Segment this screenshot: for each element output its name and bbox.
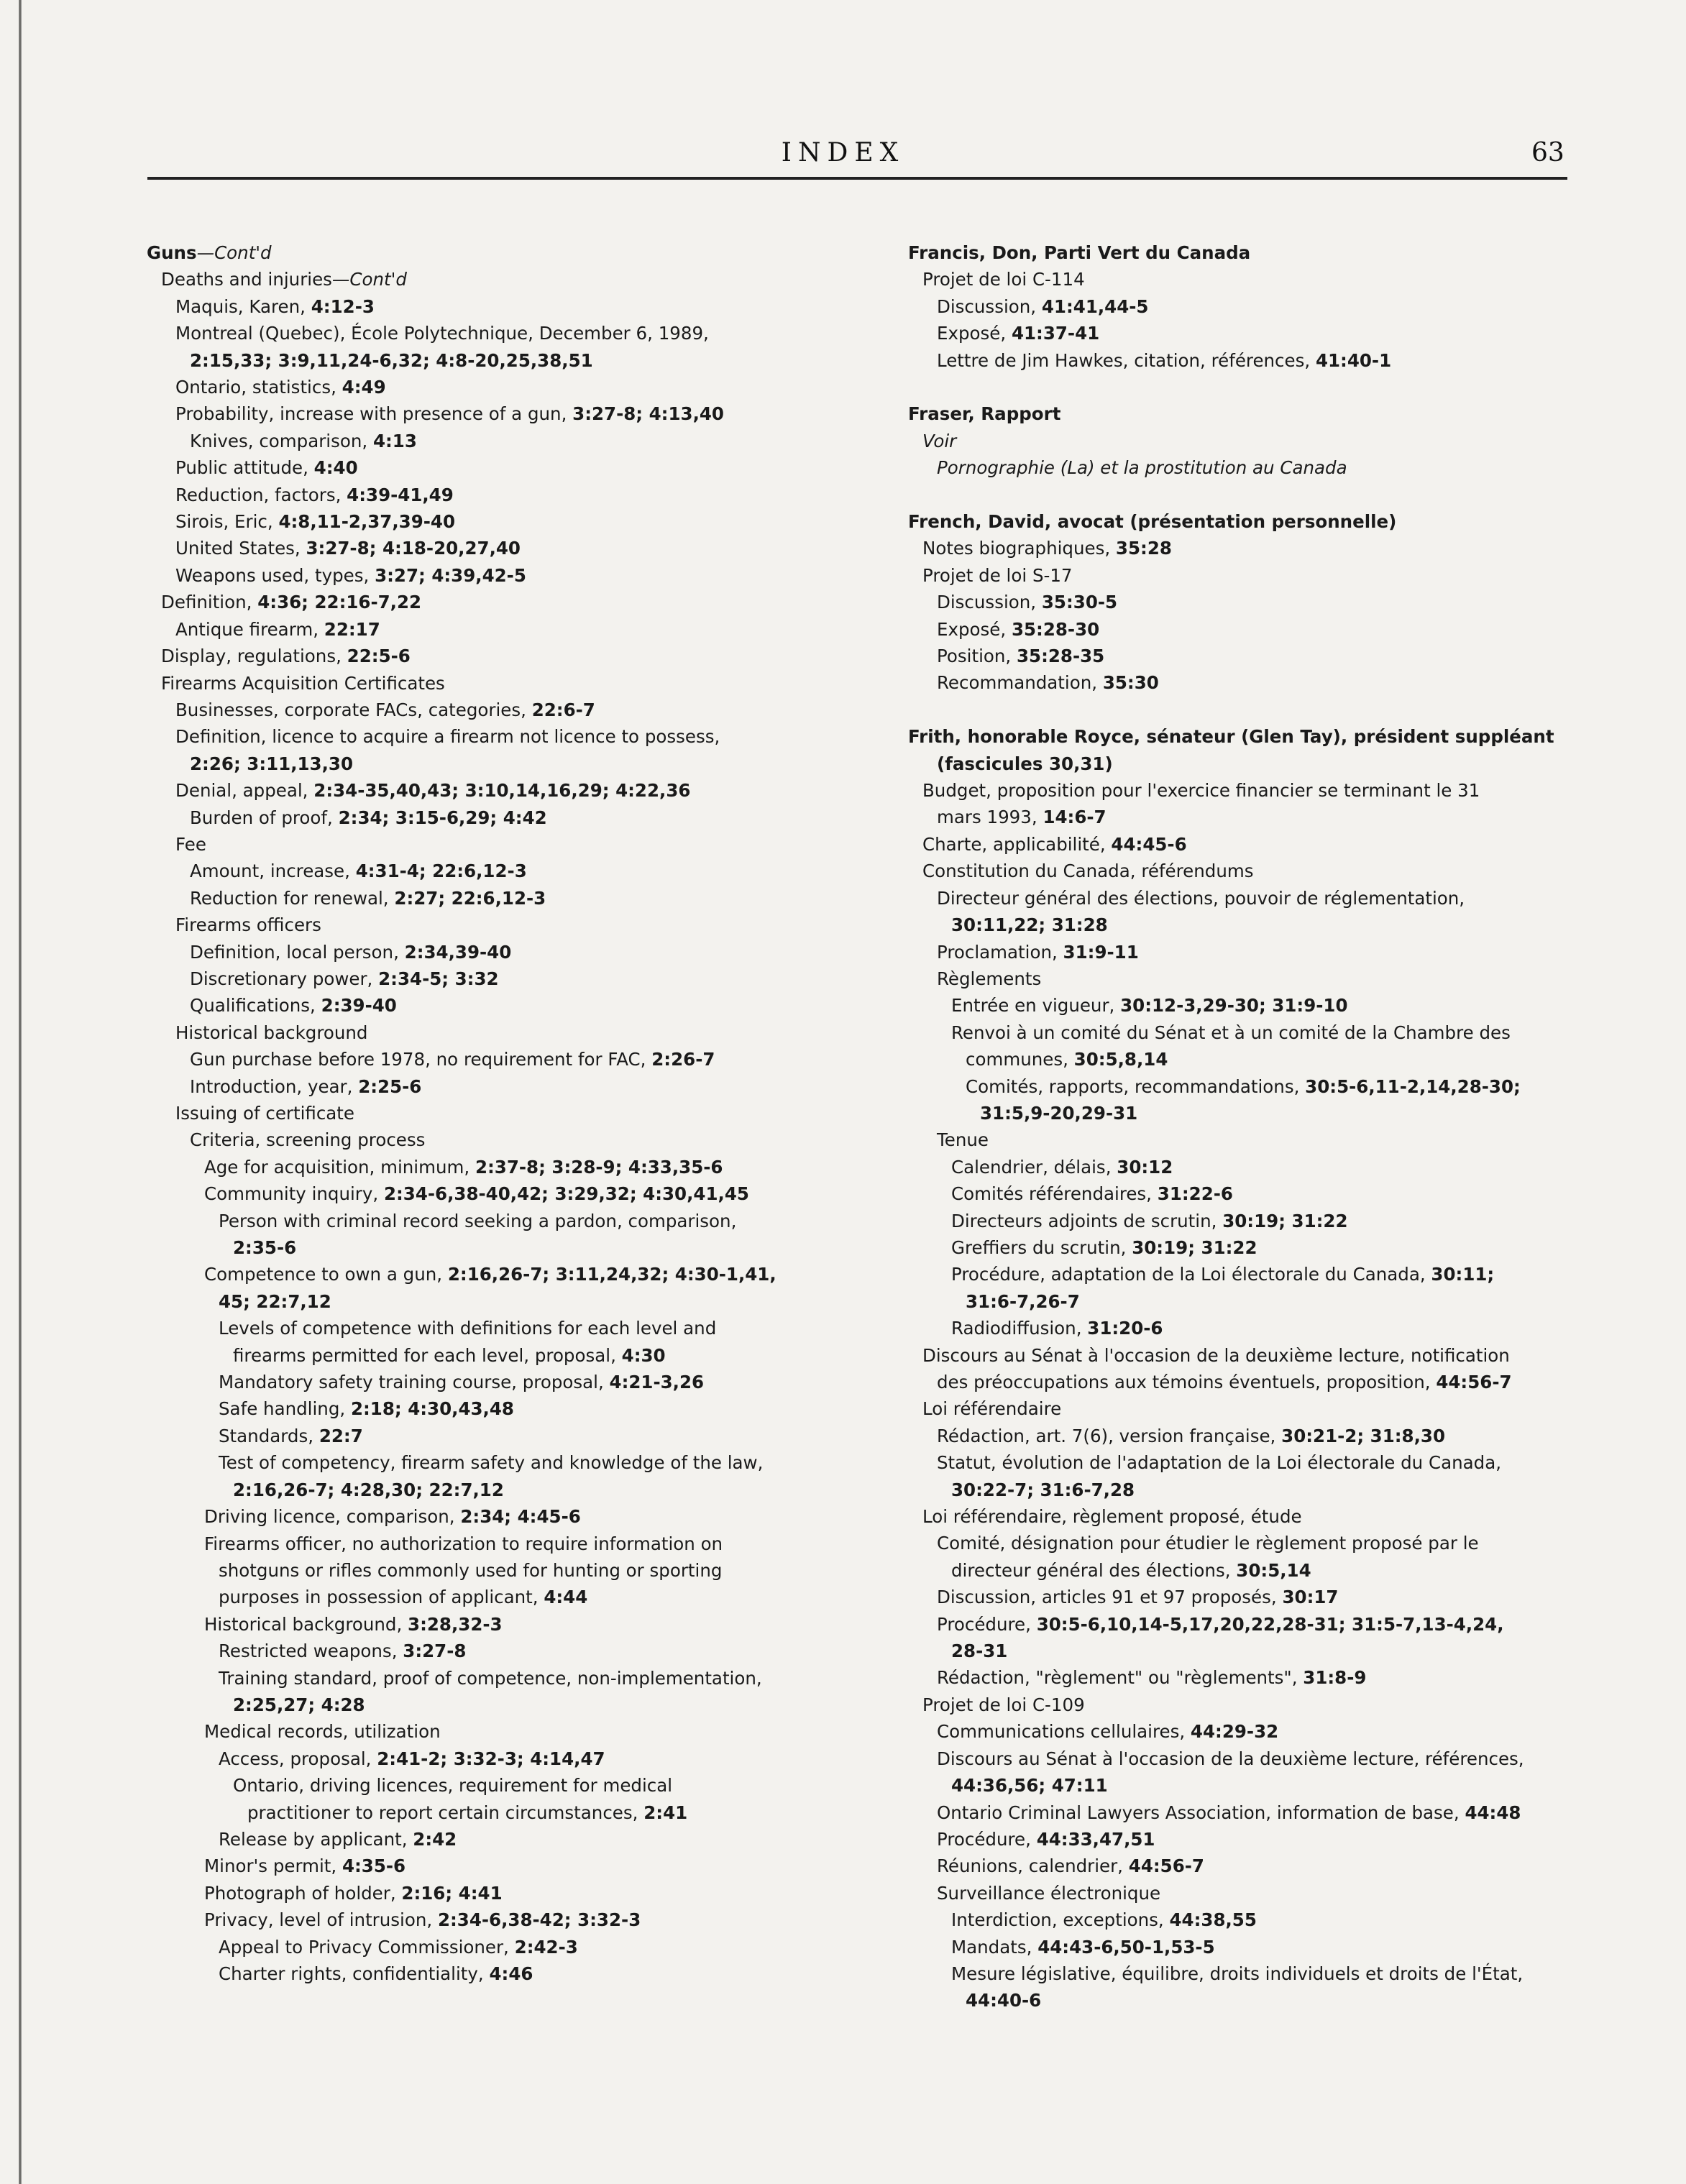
index-entry: Appeal to Privacy Commissioner, 2:42-3	[219, 1936, 578, 1958]
index-entry: Discussion, 41:41,44-5	[937, 295, 1149, 317]
index-entry: Discussion, articles 91 et 97 proposés, 30:17	[937, 1587, 1339, 1608]
index-entry: Gun purchase before 1978, no requirement for FAC, 2:26-7	[190, 1049, 715, 1070]
index-entry: Rédaction, "règlement" ou "règlements", 31:8-9	[937, 1667, 1367, 1689]
index-entry: Discours au Sénat à l'occasion de la deuxième lecture, références,	[937, 1748, 1524, 1769]
index-entry: Radiodiffusion, 31:20-6	[951, 1318, 1163, 1339]
index-entry: Introduction, year, 2:25-6	[190, 1075, 422, 1097]
index-entry-continuation: 44:36,56; 47:11	[951, 1775, 1108, 1797]
index-entry: Charter rights, confidentiality, 4:46	[219, 1963, 533, 1984]
index-column-left	[147, 239, 866, 1987]
index-entry: Reduction, factors, 4:39-41,49	[175, 484, 454, 505]
index-see-target: Pornographie (La) et la prostitution au Canada	[937, 457, 1347, 479]
index-entry: Procédure, adaptation de la Loi électorale du Canada, 30:11;	[951, 1264, 1495, 1285]
index-entry-continuation: 31:5,9-20,29-31	[980, 1102, 1138, 1124]
index-entry: Discussion, 35:30-5	[937, 592, 1118, 613]
index-entry: Statut, évolution de l'adaptation de la Loi électorale du Canada,	[937, 1452, 1502, 1474]
index-entry: Training standard, proof of competence, non-implementation,	[219, 1667, 762, 1689]
index-entry: Definition, 4:36; 22:16-7,22	[161, 592, 422, 613]
index-entry: Restricted weapons, 3:27-8	[219, 1641, 467, 1662]
index-entry: Deaths and injuries—Cont'd	[161, 269, 407, 290]
index-entry: Proclamation, 31:9-11	[937, 941, 1139, 963]
index-entry-continuation: 28-31	[951, 1641, 1008, 1662]
index-heading-continuation: (fascicules 30,31)	[937, 753, 1113, 774]
index-entry: Communications cellulaires, 44:29-32	[937, 1721, 1279, 1743]
index-entry: Sirois, Eric, 4:8,11-2,37,39-40	[175, 511, 456, 533]
index-entry: Mandats, 44:43-6,50-1,53-5	[951, 1936, 1215, 1958]
index-entry: Calendrier, délais, 30:12	[951, 1156, 1173, 1178]
index-entry-continuation: practitioner to report certain circumstances, 2:41	[247, 1802, 688, 1823]
index-entry: Weapons used, types, 3:27; 4:39,42-5	[175, 564, 526, 586]
index-entry: Comités, rapports, recommandations, 30:5-6,11-2,14,28-30;	[966, 1075, 1521, 1097]
index-entry: Notes biographiques, 35:28	[922, 538, 1172, 559]
index-entry: Règlements	[937, 968, 1042, 989]
index-entry-continuation: des préoccupations aux témoins éventuels, proposition, 44:56-7	[937, 1372, 1512, 1393]
index-entry: Lettre de Jim Hawkes, citation, références, 41:40-1	[937, 349, 1392, 371]
index-entry: Recommandation, 35:30	[937, 672, 1159, 694]
index-entry: Driving licence, comparison, 2:34; 4:45-6	[204, 1506, 581, 1528]
index-entry: Maquis, Karen, 4:12-3	[175, 295, 375, 317]
index-entry: Access, proposal, 2:41-2; 3:32-3; 4:14,47	[219, 1748, 605, 1769]
index-entry: Minor's permit, 4:35-6	[204, 1855, 406, 1877]
index-entry: Constitution du Canada, référendums	[922, 861, 1254, 882]
index-entry: Comité, désignation pour étudier le règlement proposé par le	[937, 1533, 1479, 1554]
index-entry: Competence to own a gun, 2:16,26-7; 3:11,24,32; 4:30-1,41,	[204, 1264, 776, 1285]
entry-gap	[908, 697, 1605, 723]
index-entry: Privacy, level of intrusion, 2:34-6,38-42; 3:32-3	[204, 1909, 641, 1931]
index-entry-continuation: firearms permitted for each level, proposal, 4:30	[233, 1344, 666, 1366]
entry-gap	[908, 482, 1605, 508]
index-entry: Projet de loi C-109	[922, 1694, 1085, 1715]
book-spine-edge	[19, 0, 22, 2184]
index-entry-continuation: 2:15,33; 3:9,11,24-6,32; 4:8-20,25,38,51	[190, 349, 593, 371]
index-entry-continuation: directeur général des élections, 30:5,14	[951, 1559, 1311, 1581]
index-entry: Amount, increase, 4:31-4; 22:6,12-3	[190, 861, 527, 882]
index-entry: Release by applicant, 2:42	[219, 1828, 457, 1850]
index-entry: Procédure, 30:5-6,10,14-5,17,20,22,28-31; 31:5-7,13-4,24,	[937, 1613, 1504, 1635]
index-entry: Firearms officers	[175, 914, 321, 936]
index-heading: Francis, Don, Parti Vert du Canada	[908, 242, 1251, 263]
index-entry: Mesure législative, équilibre, droits individuels et droits de l'État,	[951, 1963, 1524, 1984]
index-entry: Criteria, screening process	[190, 1129, 426, 1151]
index-entry: Probability, increase with presence of a gun, 3:27-8; 4:13,40	[175, 403, 724, 425]
header-rule	[147, 177, 1567, 180]
index-entry-continuation: 2:35-6	[233, 1237, 297, 1259]
index-entry: Directeurs adjoints de scrutin, 30:19; 31:22	[951, 1210, 1348, 1231]
index-entry: Loi référendaire	[922, 1398, 1062, 1420]
index-see-reference: Voir	[922, 430, 957, 451]
index-entry: Qualifications, 2:39-40	[190, 995, 397, 1017]
index-entry: Greffiers du scrutin, 30:19; 31:22	[951, 1236, 1257, 1258]
index-entry: Exposé, 35:28-30	[937, 618, 1100, 640]
index-entry: Projet de loi C-114	[922, 269, 1085, 290]
index-entry: Projet de loi S-17	[922, 564, 1073, 586]
index-entry: Display, regulations, 22:5-6	[161, 646, 411, 667]
index-entry: Budget, proposition pour l'exercice financier se terminant le 31	[922, 780, 1480, 802]
index-heading: Guns—Cont'd	[147, 242, 272, 263]
index-entry: Renvoi à un comité du Sénat et à un comité de la Chambre des	[951, 1022, 1511, 1043]
index-entry: Interdiction, exceptions, 44:38,55	[951, 1909, 1257, 1931]
index-entry: Standards, 22:7	[219, 1425, 363, 1446]
index-entry-continuation: purposes in possession of applicant, 4:44	[219, 1587, 588, 1608]
index-entry: Fee	[175, 833, 206, 855]
index-entry-continuation: 44:40-6	[966, 1990, 1042, 2011]
index-entry: Position, 35:28-35	[937, 646, 1105, 667]
index-entry-continuation: communes, 30:5,8,14	[966, 1049, 1168, 1070]
index-entry: Levels of competence with definitions for each level and	[219, 1318, 717, 1339]
index-entry: Tenue	[937, 1129, 989, 1151]
index-entry-continuation: 31:6-7,26-7	[966, 1290, 1080, 1312]
index-entry: Ontario, statistics, 4:49	[175, 377, 386, 398]
index-entry: Comités référendaires, 31:22-6	[951, 1183, 1233, 1205]
index-entry: Businesses, corporate FACs, categories, 22:6-7	[175, 699, 595, 720]
page-number: 63	[1531, 138, 1564, 168]
index-entry: Charte, applicabilité, 44:45-6	[922, 833, 1187, 855]
index-entry: Definition, local person, 2:34,39-40	[190, 941, 512, 963]
index-entry: Montreal (Quebec), École Polytechnique, December 6, 1989,	[175, 323, 709, 344]
index-entry: Surveillance électronique	[937, 1882, 1161, 1904]
index-column-right	[908, 239, 1605, 2014]
page-header-title: INDEX	[781, 138, 905, 168]
index-entry: Firearms Acquisition Certificates	[161, 672, 445, 694]
index-entry: Photograph of holder, 2:16; 4:41	[204, 1882, 503, 1904]
index-entry: Ontario, driving licences, requirement for medical	[233, 1775, 673, 1797]
index-entry: Procédure, 44:33,47,51	[937, 1828, 1155, 1850]
index-entry: Safe handling, 2:18; 4:30,43,48	[219, 1398, 514, 1420]
index-entry-continuation: 30:22-7; 31:6-7,28	[951, 1479, 1135, 1500]
index-heading: French, David, avocat (présentation personnelle)	[908, 511, 1397, 533]
index-entry: Entrée en vigueur, 30:12-3,29-30; 31:9-10	[951, 995, 1348, 1017]
index-entry-continuation: shotguns or rifles commonly used for hunting or sporting	[219, 1559, 723, 1581]
index-entry: Discours au Sénat à l'occasion de la deuxième lecture, notification	[922, 1344, 1510, 1366]
index-entry: United States, 3:27-8; 4:18-20,27,40	[175, 538, 521, 559]
index-entry: Reduction for renewal, 2:27; 22:6,12-3	[190, 887, 546, 909]
index-heading: Frith, honorable Royce, sénateur (Glen Tay), président suppléant	[908, 726, 1554, 748]
index-entry-continuation: 2:25,27; 4:28	[233, 1694, 365, 1715]
index-entry: Historical background	[175, 1022, 368, 1043]
index-entry: Réunions, calendrier, 44:56-7	[937, 1855, 1204, 1877]
index-entry: Public attitude, 4:40	[175, 457, 358, 479]
index-entry: Historical background, 3:28,32-3	[204, 1613, 503, 1635]
index-entry: Issuing of certificate	[175, 1103, 354, 1124]
index-entry-continuation: 30:11,22; 31:28	[951, 914, 1108, 936]
index-entry: Medical records, utilization	[204, 1721, 441, 1743]
index-entry: Person with criminal record seeking a pardon, comparison,	[219, 1210, 737, 1231]
index-entry: Directeur général des élections, pouvoir de réglementation,	[937, 887, 1465, 909]
index-entry: Antique firearm, 22:17	[175, 618, 380, 640]
index-entry-continuation: 2:26; 3:11,13,30	[190, 753, 354, 774]
index-entry: Knives, comparison, 4:13	[190, 430, 417, 451]
index-entry: Rédaction, art. 7(6), version française, 30:21-2; 31:8,30	[937, 1425, 1446, 1446]
index-entry: Test of competency, firearm safety and knowledge of the law,	[219, 1452, 764, 1474]
index-entry: Age for acquisition, minimum, 2:37-8; 3:28-9; 4:33,35-6	[204, 1156, 723, 1178]
index-entry: Definition, licence to acquire a firearm not licence to possess,	[175, 726, 720, 748]
index-entry-continuation: 2:16,26-7; 4:28,30; 22:7,12	[233, 1479, 504, 1500]
index-entry: Mandatory safety training course, proposal, 4:21-3,26	[219, 1372, 705, 1393]
index-entry: Ontario Criminal Lawyers Association, information de base, 44:48	[937, 1802, 1521, 1823]
index-entry: Community inquiry, 2:34-6,38-40,42; 3:29,32; 4:30,41,45	[204, 1183, 749, 1205]
index-entry-continuation: mars 1993, 14:6-7	[937, 807, 1107, 828]
index-entry-continuation: 45; 22:7,12	[219, 1290, 331, 1312]
index-entry: Firearms officer, no authorization to require information on	[204, 1533, 723, 1554]
index-entry: Loi référendaire, règlement proposé, étude	[922, 1506, 1302, 1528]
index-entry: Denial, appeal, 2:34-35,40,43; 3:10,14,16,29; 4:22,36	[175, 780, 691, 802]
index-entry: Exposé, 41:37-41	[937, 323, 1100, 344]
entry-gap	[908, 374, 1605, 400]
index-entry: Discretionary power, 2:34-5; 3:32	[190, 968, 499, 989]
index-heading: Fraser, Rapport	[908, 403, 1061, 425]
index-entry: Burden of proof, 2:34; 3:15-6,29; 4:42	[190, 807, 547, 828]
